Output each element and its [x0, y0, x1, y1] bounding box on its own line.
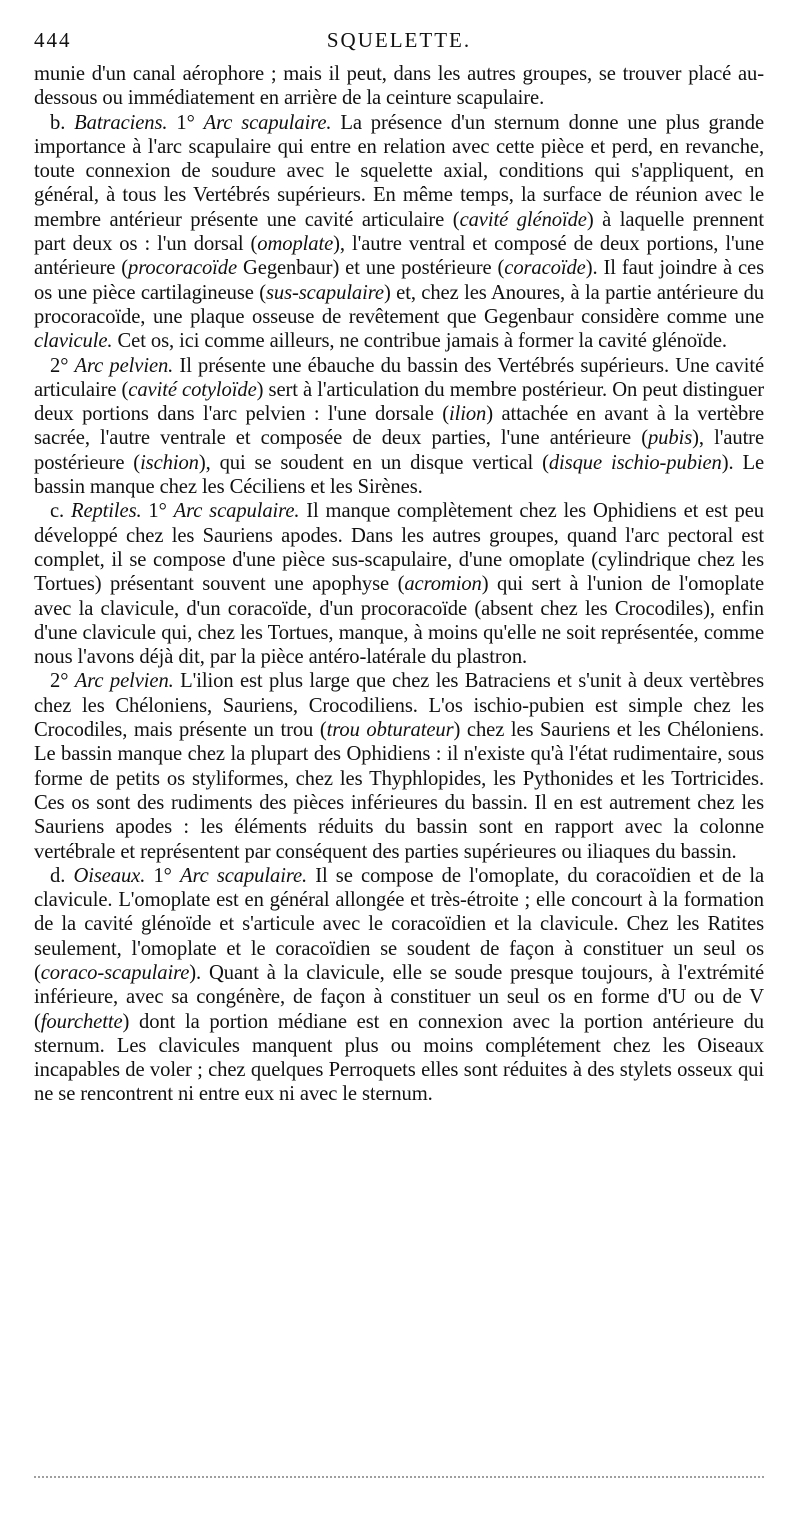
text-run: ), l'autre ventral et composé de deux portions, l'une antérieure (: [34, 233, 764, 280]
text-run: ), qui se soudent en un disque vertical (: [198, 451, 549, 474]
text-run: ) chez les Sauriens et les Chéloniens. Le bassin manque chez la plupart des Ophidiens : il n'existe qu'à l'état rudimentaire, sous forme de petits os styliformes, chez les Thyphlopides, les Pythonides et les Tortricides. Ces os sont des rudiments des pièces inférieures du bassin. Il en est autrement chez les Sauriens apodes : les éléments réduits du bassin sont en rapport avec la colonne vertébrale et représentent par conséquent des parties supérieures ou iliaques du bassin.: [34, 719, 765, 863]
italic-term: cavité cotyloïde: [128, 378, 257, 401]
italic-term: clavicule.: [34, 330, 113, 353]
text-run: d.: [50, 864, 74, 887]
text-run: ) qui sert à l'union de l'omoplate avec la clavicule, d'un coracoïde, d'un procoracoïde (absent chez les Crocodiles), enfin d'une clavicule qui, chez les Tortues, manque, à moins qu'elle ne soit représentée, comme nous l'avons déjà dit, par la pièce antéro-latérale du plastron.: [34, 573, 764, 669]
text-run: La présence d'un sternum donne une plus grande importance à l'arc scapulaire qui entre en relation avec cette pièce et perd, en revanche, toute connexion de soudure avec le squelette axial, conditions qui s'appliquent, en général, à tous les Vertébrés supérieurs. En même temps, la surface de réunion avec le membre antérieur présente une cavité articulaire (: [34, 111, 764, 231]
text-run: b.: [50, 111, 75, 134]
text-run: ) et, chez les Anoures, à la partie antérieure du procoracoïde, une plaque osseuse de revêtement que Gegenbaur considère comme une: [34, 281, 764, 328]
italic-term: Arc pelvien.: [74, 354, 174, 377]
italic-term: Arc scapulaire.: [173, 500, 300, 523]
italic-term: coracoïde: [504, 257, 586, 280]
text-run: ) attachée en avant à la vertèbre sacrée, l'autre ventrale et composée de deux parties, l'une antérieure (: [34, 403, 764, 450]
running-title: SQUELETTE.: [326, 28, 472, 52]
text-run: 2°: [50, 354, 75, 377]
text-run: Il se compose de l'omoplate, du coracoïdien et de la clavicule. L'omoplate est en général allongée et très-étroite ; elle concourt à la formation de la cavité glénoïde et s'articule avec le coracoïdien et la clavicule. Chez les Ratites seulement, l'omoplate et le coracoïdien se soudent de façon à constituer un seul os (: [34, 864, 764, 984]
italic-term: omoplate: [257, 233, 334, 256]
italic-term: procoracoïde: [128, 257, 238, 280]
italic-term: trou obturateur: [326, 719, 454, 742]
book-page: [34, 28, 764, 1107]
text-run: Gegenbaur) et une postérieure (: [237, 257, 505, 280]
italic-term: ischion: [140, 451, 199, 474]
paragraph: [34, 499, 764, 669]
footer-rule: [34, 1476, 764, 1478]
italic-term: sus-scapulaire: [265, 281, 384, 304]
paragraph: [34, 62, 764, 111]
text-run: 2°: [50, 670, 75, 693]
text-run: ). Il faut joindre à ces os une pièce cartilagineuse (: [34, 257, 764, 304]
italic-term: cavité glénoïde: [459, 208, 587, 231]
italic-term: fourchette: [40, 1010, 123, 1033]
page-header: [34, 28, 764, 62]
text-run: ). Le bassin manque chez les Céciliens et les Sirènes.: [34, 451, 764, 499]
text-run: ) dont la portion médiane est en connexion avec la portion antérieure du sternum. Les clavicules manquent plus ou moins complétement chez les Oiseaux incapables de voler ; chez quelques Perroquets elles sont réduites à des stylets osseux qui ne se rencontrent ni entre eux ni avec le sternum.: [34, 1010, 764, 1106]
italic-term: pubis: [647, 427, 693, 450]
text-run: 1°: [167, 111, 204, 134]
italic-term: Batraciens.: [74, 111, 168, 134]
text-run: Cet os, ici comme ailleurs, ne contribue jamais à former la cavité glénoïde.: [112, 330, 727, 353]
paragraph: [34, 669, 764, 863]
text-run: ). Quant à la clavicule, elle se soude presque toujours, à l'extrémité inférieure, avec sa congénère, de façon à constituer un seul os en forme d'U ou de V (: [34, 961, 764, 1033]
italic-term: Oiseaux.: [73, 864, 146, 887]
text-run: ) à laquelle prennent part deux os : l'un dorsal (: [34, 208, 764, 256]
text-run: Il présente une ébauche du bassin des Vertébrés supérieurs. Une cavité articulaire (: [34, 354, 764, 401]
italic-term: ilion: [449, 403, 487, 426]
body-text: [34, 62, 764, 1107]
italic-term: Arc pelvien.: [74, 670, 174, 693]
paragraph: [34, 111, 764, 354]
paragraph: [34, 864, 764, 1107]
text-run: munie d'un canal aérophore ; mais il peut, dans les autres groupes, se trouver placé au-dessous ou immédiatement en arrière de la ceinture scapulaire.: [34, 63, 764, 110]
text-run: Il manque complètement chez les Ophidiens et est peu développé chez les Sauriens apodes. Dans les autres groupes, quand l'arc pectoral est complet, il se compose d'une pièce sus-scapulaire, d'une omoplate (cylindrique chez les Tortues) présentant souvent une apophyse (: [34, 500, 764, 596]
text-run: ), l'autre postérieure (: [34, 427, 764, 474]
text-run: 1°: [145, 864, 180, 887]
italic-term: disque ischio-pubien: [548, 451, 722, 474]
italic-term: Arc scapulaire.: [203, 111, 332, 134]
text-run: c.: [50, 500, 71, 523]
italic-term: acromion: [404, 573, 482, 596]
text-run: ) sert à l'articulation du membre postérieur. On peut distinguer deux portions dans l'arc pelvien : l'une dorsale (: [34, 378, 765, 426]
italic-term: coraco-scapulaire: [40, 961, 190, 984]
italic-term: Reptiles.: [70, 500, 142, 523]
page-number: 444: [34, 28, 72, 52]
italic-term: Arc scapulaire.: [179, 864, 308, 887]
text-run: L'ilion est plus large que chez les Batraciens et s'unit à deux vertèbres chez les Chéloniens, Sauriens, Crocodiliens. L'os ischio-pubien est simple chez les Crocodiles, mais présente un trou (: [34, 670, 764, 742]
text-run: 1°: [141, 500, 174, 523]
paragraph: [34, 354, 764, 500]
